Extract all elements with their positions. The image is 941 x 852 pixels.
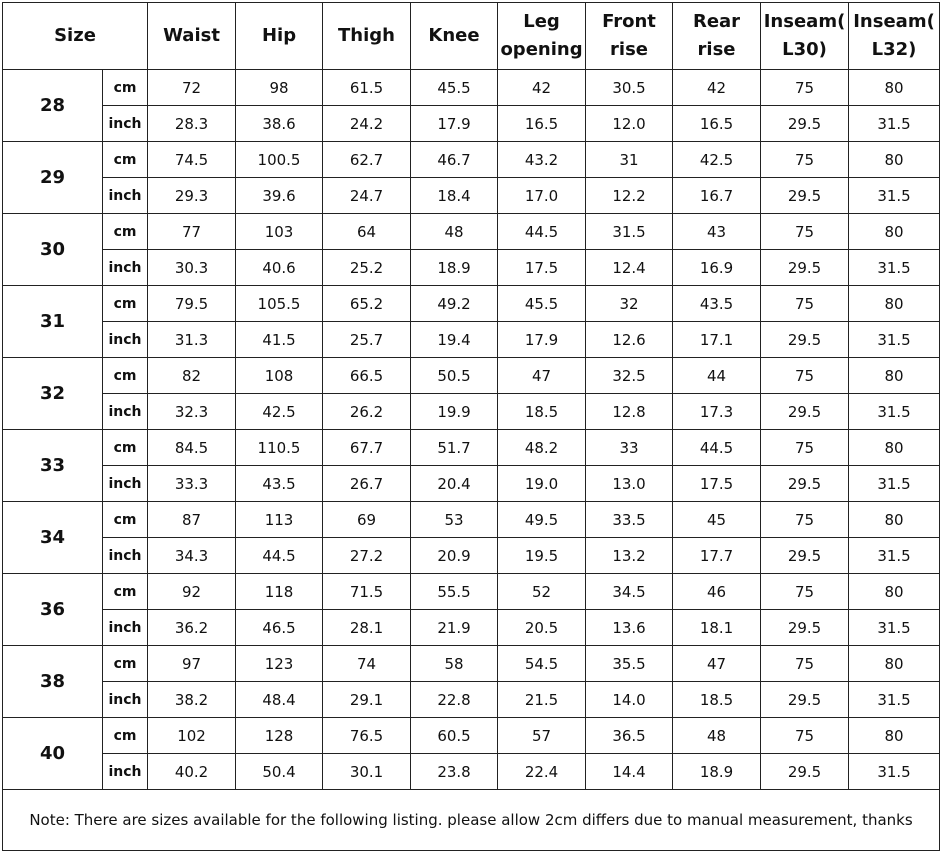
unit-label: inch [103,466,148,502]
measurement-cell: 80 [849,574,940,610]
measurement-cell: 84.5 [148,430,236,466]
measurement-cell: 39.6 [236,178,323,214]
measurement-cell: 35.5 [586,646,673,682]
measurement-cell: 33.5 [586,502,673,538]
unit-label: cm [103,502,148,538]
measurement-cell: 20.4 [411,466,498,502]
measurement-cell: 17.3 [673,394,761,430]
measurement-cell: 17.9 [411,106,498,142]
measurement-cell: 75 [761,142,849,178]
measurement-cell: 31.5 [586,214,673,250]
measurement-cell: 80 [849,502,940,538]
measurement-cell: 21.9 [411,610,498,646]
measurement-cell: 60.5 [411,718,498,754]
measurement-cell: 33 [586,430,673,466]
table-row [3,394,940,430]
measurement-cell: 22.8 [411,682,498,718]
measurement-cell: 29.5 [761,466,849,502]
measurement-cell: 77 [148,214,236,250]
measurement-cell: 75 [761,358,849,394]
measurement-cell: 50.5 [411,358,498,394]
measurement-cell: 123 [236,646,323,682]
measurement-cell: 75 [761,286,849,322]
measurement-cell: 19.9 [411,394,498,430]
header-col: Waist [148,3,236,70]
measurement-cell: 80 [849,142,940,178]
measurement-cell: 12.6 [586,322,673,358]
measurement-cell: 46.5 [236,610,323,646]
table-row [3,322,940,358]
measurement-cell: 42 [673,70,761,106]
measurement-cell: 42.5 [236,394,323,430]
measurement-cell: 30.5 [586,70,673,106]
measurement-cell: 74.5 [148,142,236,178]
measurement-cell: 34.3 [148,538,236,574]
measurement-cell: 24.7 [323,178,411,214]
unit-label: inch [103,610,148,646]
table-row [3,502,940,538]
measurement-cell: 50.4 [236,754,323,790]
table-row [3,142,940,178]
measurement-cell: 29.5 [761,250,849,286]
measurement-cell: 12.4 [586,250,673,286]
measurement-cell: 64 [323,214,411,250]
size-label: 38 [3,646,103,718]
measurement-cell: 32 [586,286,673,322]
table-row [3,430,940,466]
measurement-cell: 48 [411,214,498,250]
measurement-cell: 18.9 [411,250,498,286]
measurement-cell: 12.8 [586,394,673,430]
measurement-cell: 58 [411,646,498,682]
note-row [3,790,940,851]
size-chart-table [2,2,940,851]
measurement-cell: 19.5 [498,538,586,574]
header-col: Front rise [586,3,673,70]
measurement-cell: 62.7 [323,142,411,178]
table-row [3,466,940,502]
measurement-cell: 53 [411,502,498,538]
size-label: 28 [3,70,103,142]
table-row [3,358,940,394]
measurement-cell: 43.5 [236,466,323,502]
header-size: Size [3,3,148,70]
measurement-cell: 12.2 [586,178,673,214]
measurement-cell: 98 [236,70,323,106]
measurement-cell: 105.5 [236,286,323,322]
measurement-cell: 29.5 [761,538,849,574]
measurement-cell: 31.5 [849,178,940,214]
measurement-cell: 44.5 [673,430,761,466]
measurement-cell: 18.5 [673,682,761,718]
measurement-cell: 75 [761,646,849,682]
measurement-cell: 29.5 [761,682,849,718]
measurement-cell: 29.5 [761,106,849,142]
measurement-cell: 17.5 [498,250,586,286]
measurement-cell: 28.1 [323,610,411,646]
measurement-cell: 20.5 [498,610,586,646]
unit-label: cm [103,718,148,754]
measurement-cell: 38.6 [236,106,323,142]
measurement-cell: 97 [148,646,236,682]
measurement-cell: 75 [761,214,849,250]
measurement-cell: 66.5 [323,358,411,394]
unit-label: cm [103,646,148,682]
measurement-cell: 13.6 [586,610,673,646]
unit-label: cm [103,286,148,322]
size-label: 36 [3,574,103,646]
measurement-cell: 28.3 [148,106,236,142]
measurement-cell: 48.4 [236,682,323,718]
measurement-cell: 118 [236,574,323,610]
measurement-cell: 26.7 [323,466,411,502]
header-col: Inseam( L30) [761,3,849,70]
table-row [3,214,940,250]
measurement-cell: 32.3 [148,394,236,430]
measurement-cell: 74 [323,646,411,682]
measurement-cell: 75 [761,574,849,610]
size-label: 33 [3,430,103,502]
measurement-cell: 75 [761,70,849,106]
measurement-cell: 16.5 [673,106,761,142]
measurement-cell: 65.2 [323,286,411,322]
table-row [3,286,940,322]
measurement-cell: 113 [236,502,323,538]
measurement-cell: 27.2 [323,538,411,574]
measurement-cell: 128 [236,718,323,754]
measurement-cell: 103 [236,214,323,250]
size-label: 31 [3,286,103,358]
measurement-cell: 49.2 [411,286,498,322]
unit-label: inch [103,106,148,142]
measurement-cell: 26.2 [323,394,411,430]
unit-label: inch [103,682,148,718]
measurement-cell: 29.5 [761,178,849,214]
unit-label: inch [103,538,148,574]
unit-label: inch [103,322,148,358]
measurement-cell: 87 [148,502,236,538]
measurement-cell: 45 [673,502,761,538]
measurement-cell: 38.2 [148,682,236,718]
measurement-cell: 42.5 [673,142,761,178]
measurement-cell: 18.5 [498,394,586,430]
measurement-cell: 49.5 [498,502,586,538]
measurement-cell: 31.5 [849,466,940,502]
table-row [3,70,940,106]
measurement-cell: 67.7 [323,430,411,466]
measurement-cell: 30.1 [323,754,411,790]
unit-label: inch [103,394,148,430]
measurement-cell: 46.7 [411,142,498,178]
unit-label: cm [103,214,148,250]
measurement-cell: 31.5 [849,322,940,358]
measurement-cell: 43.5 [673,286,761,322]
measurement-cell: 31.5 [849,106,940,142]
measurement-cell: 14.4 [586,754,673,790]
measurement-cell: 72 [148,70,236,106]
measurement-cell: 14.0 [586,682,673,718]
measurement-cell: 45.5 [411,70,498,106]
measurement-cell: 82 [148,358,236,394]
measurement-cell: 23.8 [411,754,498,790]
measurement-cell: 80 [849,214,940,250]
size-label: 32 [3,358,103,430]
measurement-cell: 30.3 [148,250,236,286]
measurement-cell: 29.5 [761,322,849,358]
measurement-cell: 71.5 [323,574,411,610]
unit-label: cm [103,70,148,106]
measurement-cell: 44 [673,358,761,394]
measurement-cell: 54.5 [498,646,586,682]
size-label: 30 [3,214,103,286]
measurement-cell: 29.5 [761,610,849,646]
chart-body [3,70,940,790]
measurement-cell: 80 [849,430,940,466]
header-col: Rear rise [673,3,761,70]
header-col: Leg opening [498,3,586,70]
table-row [3,754,940,790]
measurement-cell: 16.9 [673,250,761,286]
measurement-cell: 40.6 [236,250,323,286]
measurement-cell: 41.5 [236,322,323,358]
unit-label: inch [103,754,148,790]
measurement-cell: 31.5 [849,394,940,430]
measurement-cell: 52 [498,574,586,610]
table-row [3,646,940,682]
table-row [3,178,940,214]
measurement-cell: 24.2 [323,106,411,142]
measurement-cell: 46 [673,574,761,610]
measurement-cell: 18.4 [411,178,498,214]
measurement-cell: 80 [849,286,940,322]
table-row [3,538,940,574]
measurement-cell: 17.5 [673,466,761,502]
measurement-cell: 17.0 [498,178,586,214]
table-row [3,574,940,610]
table-row [3,106,940,142]
measurement-cell: 44.5 [236,538,323,574]
measurement-cell: 31.3 [148,322,236,358]
measurement-cell: 44.5 [498,214,586,250]
measurement-cell: 12.0 [586,106,673,142]
measurement-cell: 75 [761,718,849,754]
measurement-cell: 20.9 [411,538,498,574]
measurement-cell: 19.0 [498,466,586,502]
measurement-cell: 29.5 [761,394,849,430]
measurement-cell: 18.1 [673,610,761,646]
measurement-cell: 25.7 [323,322,411,358]
measurement-cell: 25.2 [323,250,411,286]
measurement-cell: 19.4 [411,322,498,358]
measurement-cell: 13.2 [586,538,673,574]
table-row [3,718,940,754]
size-label: 34 [3,502,103,574]
measurement-cell: 43.2 [498,142,586,178]
note-text: Note: There are sizes available for the following listing. please allow 2cm differs due to manual measurement, thanks [3,790,940,851]
measurement-cell: 40.2 [148,754,236,790]
measurement-cell: 79.5 [148,286,236,322]
measurement-cell: 31.5 [849,538,940,574]
measurement-cell: 29.5 [761,754,849,790]
measurement-cell: 31 [586,142,673,178]
measurement-cell: 102 [148,718,236,754]
header-col: Knee [411,3,498,70]
unit-label: cm [103,142,148,178]
measurement-cell: 100.5 [236,142,323,178]
measurement-cell: 31.5 [849,754,940,790]
measurement-cell: 47 [673,646,761,682]
measurement-cell: 80 [849,358,940,394]
size-label: 40 [3,718,103,790]
measurement-cell: 51.7 [411,430,498,466]
measurement-cell: 17.9 [498,322,586,358]
unit-label: cm [103,430,148,466]
measurement-cell: 110.5 [236,430,323,466]
measurement-cell: 22.4 [498,754,586,790]
unit-label: cm [103,574,148,610]
measurement-cell: 75 [761,430,849,466]
measurement-cell: 57 [498,718,586,754]
measurement-cell: 42 [498,70,586,106]
measurement-cell: 13.0 [586,466,673,502]
measurement-cell: 47 [498,358,586,394]
measurement-cell: 16.7 [673,178,761,214]
measurement-cell: 31.5 [849,250,940,286]
measurement-cell: 43 [673,214,761,250]
measurement-cell: 18.9 [673,754,761,790]
measurement-cell: 92 [148,574,236,610]
measurement-cell: 80 [849,718,940,754]
measurement-cell: 17.7 [673,538,761,574]
measurement-cell: 69 [323,502,411,538]
unit-label: inch [103,250,148,286]
measurement-cell: 80 [849,646,940,682]
header-col: Hip [236,3,323,70]
measurement-cell: 31.5 [849,610,940,646]
header-col: Inseam( L32) [849,3,940,70]
table-row [3,250,940,286]
unit-label: cm [103,358,148,394]
measurement-cell: 108 [236,358,323,394]
measurement-cell: 17.1 [673,322,761,358]
unit-label: inch [103,178,148,214]
measurement-cell: 76.5 [323,718,411,754]
header-col: Thigh [323,3,411,70]
measurement-cell: 21.5 [498,682,586,718]
measurement-cell: 34.5 [586,574,673,610]
measurement-cell: 36.2 [148,610,236,646]
measurement-cell: 36.5 [586,718,673,754]
measurement-cell: 55.5 [411,574,498,610]
measurement-cell: 75 [761,502,849,538]
header-row [3,3,940,70]
measurement-cell: 32.5 [586,358,673,394]
table-row [3,682,940,718]
table-row [3,610,940,646]
measurement-cell: 48.2 [498,430,586,466]
measurement-cell: 31.5 [849,682,940,718]
measurement-cell: 33.3 [148,466,236,502]
measurement-cell: 45.5 [498,286,586,322]
measurement-cell: 48 [673,718,761,754]
measurement-cell: 61.5 [323,70,411,106]
measurement-cell: 16.5 [498,106,586,142]
measurement-cell: 29.1 [323,682,411,718]
measurement-cell: 29.3 [148,178,236,214]
size-label: 29 [3,142,103,214]
measurement-cell: 80 [849,70,940,106]
